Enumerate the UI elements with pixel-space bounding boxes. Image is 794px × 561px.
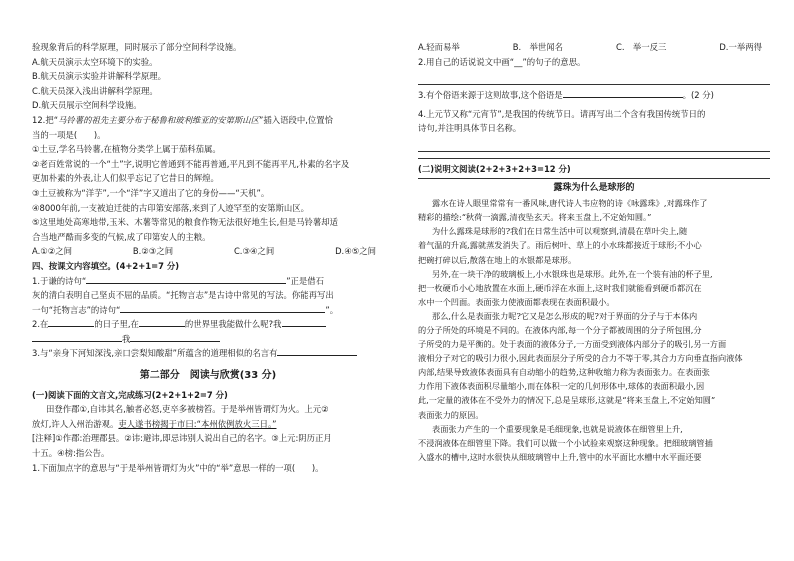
q12-para-5b: 合当地严酷而多变的气候,成了印第安人的主粮。 <box>32 231 211 242</box>
passage-line: 把碗打碎以后,散落在地上的水银都是球形。 <box>418 254 577 265</box>
passage-line: 着气温的升高,露就蒸发消失了。雨后树叶、草上的小水珠都接近于球形;不小心 <box>418 240 702 251</box>
r1-option-d: D.一举两得 <box>719 42 762 52</box>
sec4-q2-line2 <box>32 332 384 347</box>
passage-line: 入盛水的槽中,这时水很快从细玻璃管中上升,管中的水平面比水槽中水平面还要 <box>418 451 702 462</box>
sec4-q1-suffix: ”正是借石 <box>286 275 325 286</box>
q11-tail: 验现象背后的科学原理，同时展示了部分空间科学设施。 <box>32 42 242 52</box>
q12-options <box>32 244 384 259</box>
r1-q1-options <box>418 40 770 55</box>
blank[interactable] <box>277 346 357 356</box>
q12-para-2b: 更加朴素的外表,让人们似乎忘记了它昔日的辉煌。 <box>32 173 219 184</box>
blank[interactable] <box>120 303 325 313</box>
classical-text-2 <box>32 417 384 432</box>
passage-body <box>418 196 770 464</box>
passage-line: 另外,在一块干净的玻璃板上,小水银珠也是球形。此外,在一个装有油的杯子里, <box>432 268 713 279</box>
answer-line[interactable] <box>418 138 770 152</box>
reading2-title: (二)说明文阅读(2+2+3+2+3=12 分) <box>418 163 571 174</box>
r1-q2: 2.用自己的话说说文中画“__”的句子的意思。 <box>418 56 586 67</box>
passage-line: 子所受的力是平衡的。处于表面的液体分子,一方面受到液体内部分子的吸引,另一方面 <box>418 339 727 350</box>
blank[interactable] <box>86 274 286 284</box>
passage-line: 力作用下液体表面积尽量缩小,而在体积一定的几何形体中,球体的表面积最小,因 <box>418 381 705 392</box>
q12-para-3: ③土豆被称为“洋芋”,一个“洋”字又道出了它的身份——“天机”。 <box>32 187 270 198</box>
sec4-q1-line3 <box>32 303 384 318</box>
blank[interactable] <box>139 317 185 327</box>
blank[interactable] <box>563 88 683 98</box>
section4-title: 四、按课文内容填空。(4+2+1=7 分) <box>32 260 180 271</box>
sec4-q3 <box>32 346 384 361</box>
passage-line: 表面张力产生的一个重要现象是毛细现象,也就是说液体在细管里上升, <box>432 423 683 434</box>
passage-line: 液相分子对它的吸引力很小,因此表面层分子所受的合力不等于零,其合力方向垂直指向液体 <box>418 353 743 364</box>
r1-option-c: C. 举一反三 <box>615 42 667 52</box>
r1-q3 <box>418 88 770 103</box>
q12-quote: 马铃薯的祖先主要分布于秘鲁和玻利维亚的安第斯山区 <box>58 114 260 125</box>
passage-line: 精彩的描绘:“秋荷一滴露,清夜坠玄天。将来玉盘上,不定始知圆。” <box>418 212 652 223</box>
sec4-q1-line2: 灰的清白表明自己坚贞不屈的品质。“托物言志”是古诗中常见的写法。你能再写出 <box>32 290 334 301</box>
sec4-q1-prefix: 1.于谦的诗句“ <box>32 275 87 286</box>
reading1-title: (一)阅读下面的文言文,完成练习(2+2+1+2=7 分) <box>32 389 228 400</box>
sec4-q2-c: 的世界里我能做什么呢?我 <box>184 319 282 330</box>
sec4-q2-b: 的日子里,在 <box>94 319 139 330</box>
blank[interactable] <box>48 317 94 327</box>
q12-option-a: A.①②之间 <box>32 246 73 257</box>
passage-line: 表面张力的原因。 <box>418 409 484 420</box>
r1-option-a: A.轻而易举 <box>418 42 460 52</box>
q12-option-b: B.②③之间 <box>132 246 174 257</box>
q12-para-4: ④8000年前,一支被迫迁徙的古印第安部落,来到了人迹罕至的安第斯山区。 <box>32 202 310 213</box>
q12-para-1: ①土豆,学名马铃薯,在植物分类学上属于茄科茄属。 <box>32 144 221 155</box>
passage-line: 内部,结果导致液体表面具有自动缩小的趋势,这种收缩力称为表面张力。在表面张 <box>418 367 710 378</box>
r1-q4-line1: 4.上元节又称“元宵节”,是我国的传统节日。请再写出二个含有我国传统节日的 <box>418 108 706 119</box>
q12-stem-end: 当的一项是( )。 <box>32 129 106 140</box>
sec4-q2-line1 <box>32 317 384 332</box>
q12-stem <box>32 113 384 128</box>
classical-text-1: 田登作郡①,自讳其名,触者必怒,吏卒多被榜笞。于是举州皆谓灯为火。上元② <box>46 404 329 415</box>
part2-title: 第二部分 阅读与欣赏(33 分) <box>139 370 277 382</box>
classical-underlined-sentence: 吏人遂书榜揭于市曰:“本州依例放火三日。” <box>118 418 277 429</box>
left-column <box>32 40 384 475</box>
q12-stem-suffix: ”插入语段中,位置恰 <box>259 114 334 125</box>
q12-option-c: C.③④之间 <box>233 246 275 257</box>
sec4-q2-a: 2.在 <box>32 319 49 330</box>
answer-line[interactable] <box>418 71 770 85</box>
passage-line: 此,一定量的液体在不受外力的情况下,总是呈球形,这就是“将来玉盘上,不定始知圆” <box>418 395 716 406</box>
r1-q3-end: 。(2 分) <box>682 90 714 101</box>
passage-line: 水中一个凹面。表面张力使液面都表现在表面积最小。 <box>418 296 615 307</box>
sec4-q1-prefix2: 一句“托物言志”的诗句“ <box>32 304 121 315</box>
q12-para-5a: ⑤这里地处高寒地带,玉米、木薯等常见的粮食作物无法很好地生长,但是马铃薯却适 <box>32 217 338 228</box>
passage-line: 把一枚硬币小心地放置在水面上,硬币浮在水面上,这时我们就能看到硬币都沉在 <box>418 282 702 293</box>
q12-para-2a: ②老百姓常说的一个“土”字,说明它普通到不能再普通,平凡到不能再平凡,朴素的名字及 <box>32 158 350 169</box>
passage-line: 那么,什么是表面张力呢?它又是怎么形成的呢?对于界面的分子与于本体内 <box>432 310 698 321</box>
passage-line: 为什么露珠是球形的?我们在日常生活中可以观察到,清晨在草叶尖上,随 <box>432 226 688 237</box>
q12-stem-prefix: 12.把“ <box>32 114 59 125</box>
notes-1: [注释]①作郡:治理郡县。②讳:避讳,即忌讳别人说出自己的名字。③上元:阴历正月 <box>32 433 332 444</box>
reading2-header-box <box>418 158 770 179</box>
r1-q4-line2: 诗句,并注明具体节日名称。 <box>418 123 522 134</box>
passage-line: 露水在诗人眼里常常有一番风味,唐代诗人韦应物的诗《咏露珠》,对露珠作了 <box>432 198 708 209</box>
notes-2: 十五。④榜:指公告。 <box>32 448 110 459</box>
sec4-q3-text: 3.与“亲身下河知深浅,亲口尝梨知酸甜”所蕴含的道理相似的名言有 <box>32 348 278 359</box>
q11-option-c: C.航天员深入浅出讲解科学原理。 <box>32 85 158 96</box>
sec4-q1-line1 <box>32 274 384 289</box>
classical-text-2-a: 放灯,许人入州治游观。 <box>32 418 119 429</box>
r1-option-b: B. 举世闻名 <box>512 42 564 52</box>
sec4-q1-end: ”。 <box>325 304 339 315</box>
sec4-q2-d: 我 <box>122 333 131 344</box>
blank[interactable] <box>282 317 326 327</box>
q12-option-d: D.④⑤之间 <box>335 246 376 257</box>
passage-line: 不浸润液体在细管里下降。我们可以做一个小试验来观察这种现象。把细玻璃管插 <box>418 437 713 448</box>
r1-q1: 1.下面加点字的意思与“于是举州皆谓灯为火”中的“举”意思一样的一项( )。 <box>32 462 324 473</box>
blank[interactable] <box>32 332 122 342</box>
q11-option-b: B.航天员演示实验并讲解科学原理。 <box>32 71 167 82</box>
passage-line: 的分子所处的环境是不同的。在液体内部,每一个分子都被周围的分子所包围,分 <box>418 325 702 335</box>
q11-option-d: D.航天员展示空间科学设施。 <box>32 100 142 111</box>
q11-option-a: A.航天员演示太空环境下的实验。 <box>32 56 158 67</box>
right-column <box>418 40 770 464</box>
r1-q3-text: 3.有个俗语来源于这则故事,这个俗语是 <box>418 90 563 101</box>
blank[interactable] <box>130 332 220 342</box>
passage-title: 露珠为什么是球形的 <box>553 182 635 193</box>
